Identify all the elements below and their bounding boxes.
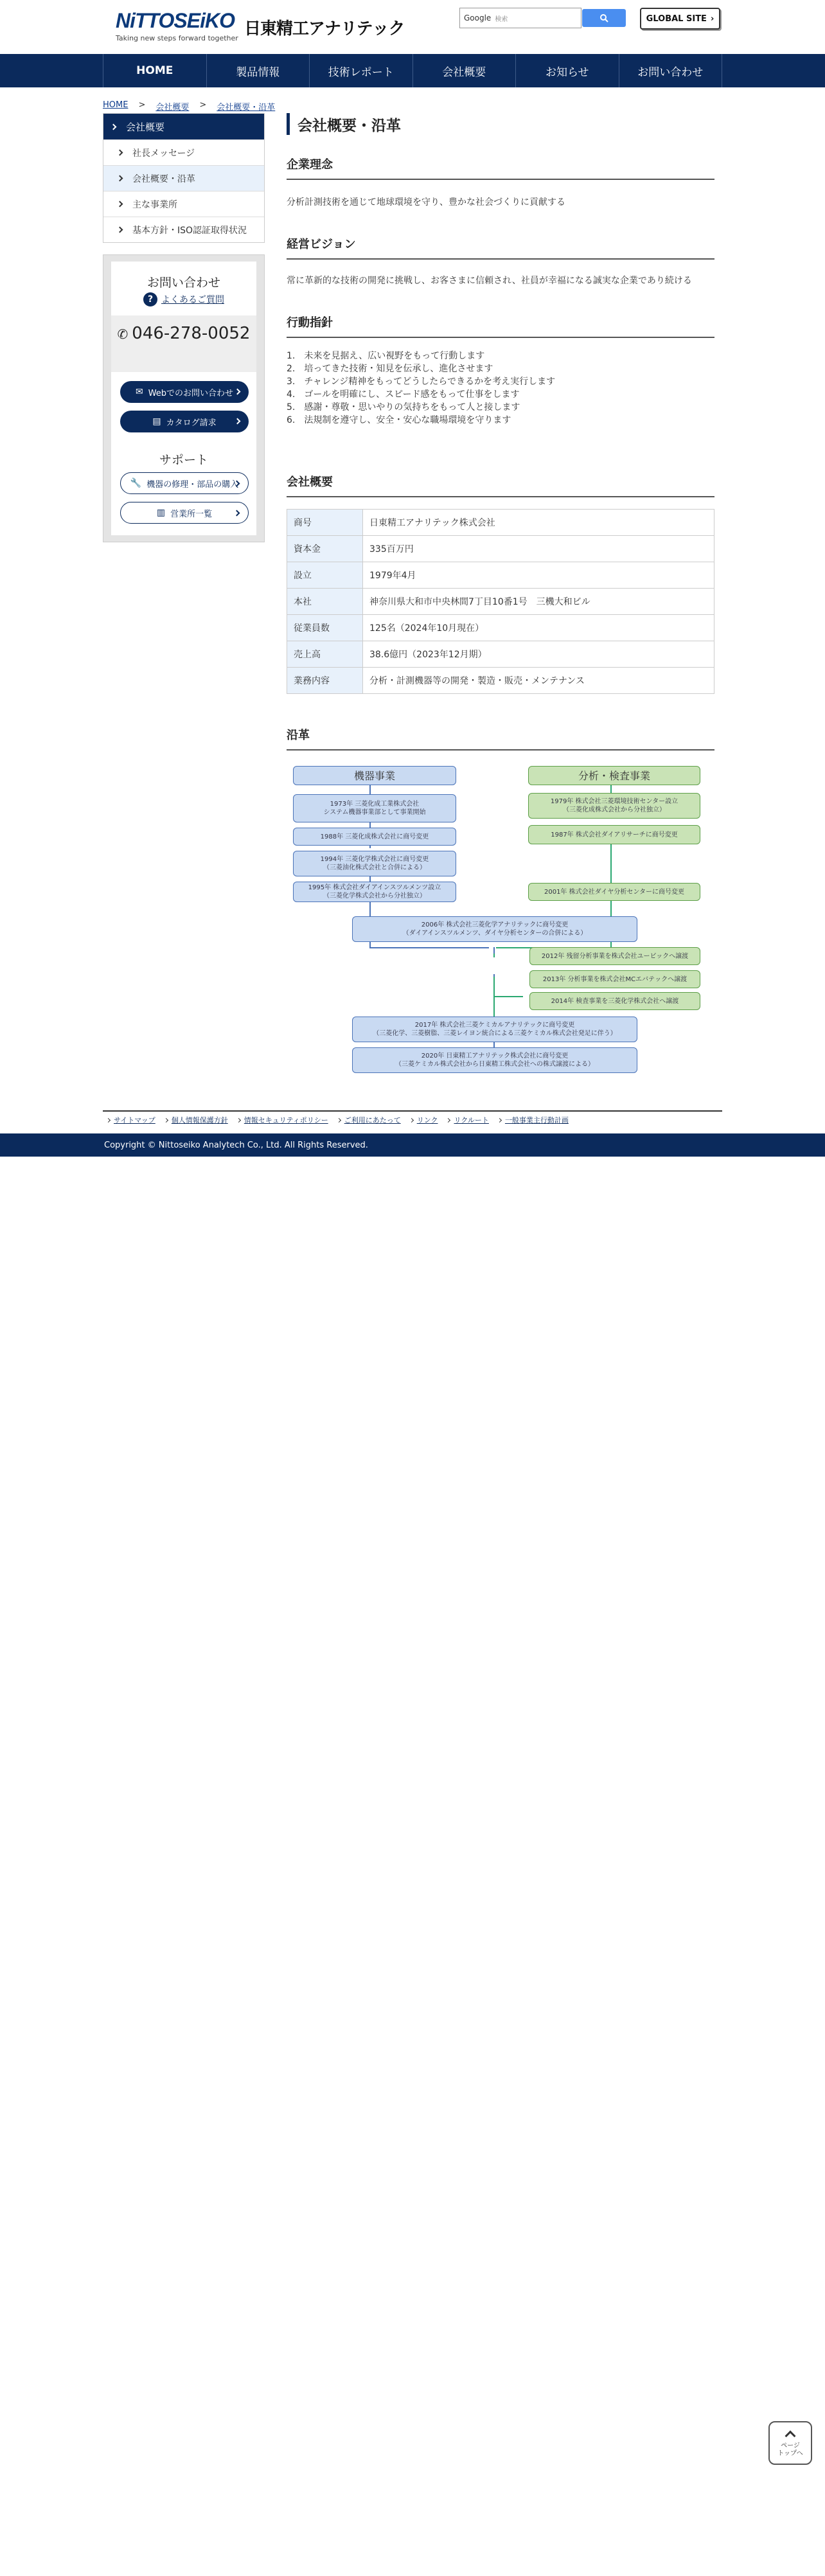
- breadcrumb-separator: >: [199, 100, 207, 110]
- search-input[interactable]: [459, 8, 581, 28]
- history-node: 1988年 三菱化成株式会社に商号変更: [293, 828, 456, 846]
- page-top-button[interactable]: [768, 2421, 812, 2465]
- history-head-analysis: 分析・検査事業: [528, 766, 700, 785]
- sidebar-item-policy-iso[interactable]: [103, 217, 264, 242]
- row-label: 業務内容: [287, 668, 363, 694]
- footer-links: [103, 1110, 722, 1128]
- history-node: 2006年 株式会社三菱化学アナリテックに商号変更 （ダイアインスツルメンツ、ダイヤ分析センターの合併による）: [352, 916, 637, 942]
- company-overview-table: [287, 509, 714, 694]
- table-row: [287, 615, 714, 641]
- copyright: Copyright © Nittoseiko Analytech Co., Ltd. All Rights Reserved.: [0, 1133, 825, 1157]
- catalog-request-button[interactable]: [120, 411, 249, 432]
- sidebar-item-label: 社長メッセージ: [132, 148, 195, 159]
- search-icon: [599, 13, 608, 22]
- history-node: 2017年 株式会社三菱ケミカルアナリテックに商号変更 （三菱化学、三菱樹脂、三菱レイヨン統合による三菱ケミカル株式会社発足に伴う）: [352, 1017, 637, 1042]
- logo-tagline: Taking new steps forward together: [116, 34, 238, 42]
- office-label: 営業所一覧: [170, 509, 213, 519]
- mail-icon: ✉: [135, 387, 143, 397]
- sidebar-item-label: 基本方針・ISO認証取得状況: [132, 225, 247, 236]
- connector-line: [369, 947, 489, 948]
- footer-link-recruit[interactable]: リクルート: [454, 1116, 489, 1124]
- history-node: 1994年 三菱化学株式会社に商号変更 （三菱油化株式会社と合併による）: [293, 851, 456, 876]
- chevron-right-icon: [164, 1117, 168, 1122]
- philosophy-text: 分析計測技術を通じて地球環境を守り、豊かな社会づくりに貢献する: [287, 197, 565, 208]
- chevron-right-icon: [446, 1117, 450, 1122]
- wrench-icon: 🔧: [130, 478, 142, 488]
- guideline-list: [287, 350, 555, 427]
- page-title: 会社概要・沿革: [287, 113, 401, 135]
- search-placeholder: 検索: [495, 15, 508, 23]
- support-title: サポート: [159, 453, 208, 467]
- chevron-right-icon: ›: [710, 13, 714, 24]
- faq-link[interactable]: [111, 292, 256, 306]
- breadcrumb-separator: >: [138, 100, 146, 110]
- global-site-button[interactable]: [640, 8, 720, 30]
- table-row: [287, 668, 714, 694]
- footer-link-terms[interactable]: ご利用にあたって: [344, 1116, 401, 1124]
- sidebar-item-president-message[interactable]: [103, 139, 264, 165]
- row-value: 神奈川県大和市中央林間7丁目10番1号 三機大和ビル: [363, 589, 714, 615]
- sidebar-head-label: 会社概要: [126, 121, 165, 133]
- breadcrumb-company[interactable]: 会社概要: [155, 103, 190, 112]
- history-chart: [289, 763, 713, 1078]
- row-value: 335百万円: [363, 536, 714, 562]
- catalog-label: カタログ請求: [166, 418, 217, 428]
- section-heading-guidelines: 行動指針: [287, 314, 714, 338]
- list-item: 1. 未来を見据え、広い視野をもって行動します: [287, 351, 485, 361]
- footer-link-action-plan[interactable]: 一般事業主行動計画: [504, 1116, 569, 1124]
- section-heading-history: 沿革: [287, 726, 714, 751]
- web-inquiry-button[interactable]: [120, 381, 249, 403]
- table-row: [287, 641, 714, 668]
- nav-products[interactable]: 製品情報: [207, 54, 310, 87]
- chevron-right-icon: [409, 1117, 414, 1122]
- site-header: [0, 0, 825, 54]
- footer-link-links[interactable]: リンク: [416, 1116, 438, 1124]
- repair-parts-button[interactable]: [120, 472, 249, 494]
- row-label: 従業員数: [287, 615, 363, 641]
- chevron-right-icon: [117, 150, 123, 156]
- history-head-equipment: 機器事業: [293, 766, 456, 785]
- sidebar-item-overview-history[interactable]: [103, 165, 264, 191]
- chevron-right-icon: [117, 201, 123, 208]
- nav-company[interactable]: 会社概要: [413, 54, 517, 87]
- row-label: 資本金: [287, 536, 363, 562]
- connector-line: [495, 996, 523, 997]
- contact-panel: [103, 254, 265, 542]
- breadcrumb-home[interactable]: HOME: [103, 100, 129, 110]
- faq-label: よくあるご質問: [161, 295, 224, 305]
- footer-link-sitemap[interactable]: サイトマップ: [114, 1116, 155, 1124]
- table-row: [287, 562, 714, 589]
- footer-link-security[interactable]: 情報セキュリティポリシー: [244, 1116, 328, 1124]
- table-row: [287, 589, 714, 615]
- building-icon: ▥: [156, 508, 166, 518]
- history-node: 2001年 株式会社ダイヤ分析センターに商号変更: [528, 883, 700, 901]
- list-item: 3. チャレンジ精神をもってどうしたらできるかを考え実行します: [287, 377, 556, 387]
- nav-contact[interactable]: お問い合わせ: [619, 54, 723, 87]
- row-label: 商号: [287, 510, 363, 536]
- history-node: 2012年 残留分析事業を株式会社ユービックへ譲渡: [529, 947, 700, 965]
- history-node: 1973年 三菱化成工業株式会社 システム機器事業部として事業開始: [293, 794, 456, 822]
- section-heading-vision: 経営ビジョン: [287, 235, 714, 260]
- section-heading-overview: 会社概要: [287, 473, 714, 497]
- row-label: 本社: [287, 589, 363, 615]
- search-button[interactable]: [582, 9, 626, 27]
- global-site-label: GLOBAL SITE: [646, 13, 707, 24]
- chevron-right-icon: [497, 1117, 502, 1122]
- logo-wordmark: NiTTOSEiKO: [116, 9, 235, 32]
- web-inquiry-label: Webでのお問い合わせ: [148, 388, 234, 398]
- chevron-up-icon: [785, 2431, 796, 2442]
- sidebar-item-label: 主な事業所: [132, 199, 177, 210]
- chevron-right-icon: [337, 1117, 341, 1122]
- google-label: Google: [464, 13, 492, 22]
- nav-home[interactable]: HOME: [103, 54, 207, 87]
- phone-icon: ✆: [117, 326, 129, 342]
- page-top-label: ページ トップへ: [777, 2442, 803, 2457]
- question-icon: ?: [143, 292, 157, 306]
- company-logo[interactable]: [116, 9, 238, 42]
- chevron-right-icon: [117, 175, 123, 182]
- chevron-right-icon: [235, 418, 241, 425]
- sidebar-head[interactable]: [103, 114, 264, 139]
- list-item: 5. 感謝・尊敬・思いやりの気持ちをもって人と接します: [287, 402, 520, 413]
- list-item: 6. 法規制を遵守し、安全・安心な職場環境を守ります: [287, 415, 511, 425]
- phone-number[interactable]: [111, 322, 256, 346]
- chevron-right-icon: [235, 389, 241, 395]
- chevron-right-icon: [236, 1117, 241, 1122]
- sidebar-item-label: 会社概要・沿革: [132, 173, 195, 184]
- history-node: 2014年 検査事業を三菱化学株式会社へ譲渡: [529, 992, 700, 1010]
- history-node: 1979年 株式会社三菱環境技術センター設立 （三菱化成株式会社から分社独立）: [528, 793, 700, 819]
- row-value: 分析・計測機器等の開発・製造・販売・メンテナンス: [363, 668, 714, 694]
- nav-news[interactable]: お知らせ: [516, 54, 619, 87]
- logo-japanese: 日東精工アナリテック: [244, 19, 405, 39]
- history-node: 1987年 株式会社ダイアリサーチに商号変更: [528, 825, 700, 844]
- table-row: [287, 510, 714, 536]
- footer-link-privacy[interactable]: 個人情報保護方針: [171, 1116, 228, 1124]
- vision-text: 常に革新的な技術の開発に挑戦し、お客さまに信頼され、社員が幸福になる誠実な企業であり続ける: [287, 276, 692, 286]
- sidebar-menu: [103, 113, 265, 243]
- global-nav: [0, 54, 825, 87]
- section-heading-philosophy: 企業理念: [287, 155, 714, 180]
- chevron-right-icon: [117, 227, 123, 233]
- row-value: 1979年4月: [363, 562, 714, 589]
- phone-number-text: 046-278-0052: [132, 324, 251, 343]
- book-icon: ▤: [152, 416, 161, 427]
- connector-line: [493, 954, 495, 957]
- history-node: 2013年 分析事業を株式会社MCエバテックへ譲渡: [529, 970, 700, 988]
- breadcrumb-current[interactable]: 会社概要・沿革: [217, 103, 276, 112]
- row-label: 売上高: [287, 641, 363, 668]
- chevron-right-icon: [111, 123, 117, 130]
- contact-title: お問い合わせ: [146, 276, 220, 290]
- nav-tech-report[interactable]: 技術レポート: [310, 54, 413, 87]
- row-value: 38.6億円（2023年12月期）: [363, 641, 714, 668]
- office-list-button[interactable]: [120, 502, 249, 524]
- row-value: 日東精工アナリテック株式会社: [363, 510, 714, 536]
- breadcrumb: [103, 100, 275, 112]
- chevron-right-icon: [234, 510, 240, 517]
- chevron-right-icon: [106, 1117, 111, 1122]
- list-item: 4. ゴールを明確にし、スピード感をもって仕事をします: [287, 389, 520, 400]
- row-label: 設立: [287, 562, 363, 589]
- row-value: 125名（2024年10月現在）: [363, 615, 714, 641]
- repair-label: 機器の修理・部品の購入: [146, 479, 239, 490]
- list-item: 2. 培ってきた技術・知見を伝承し、進化させます: [287, 364, 493, 374]
- table-row: [287, 536, 714, 562]
- sidebar-item-offices[interactable]: [103, 191, 264, 217]
- history-node: 1995年 株式会社ダイアインスツルメンツ設立 （三菱化学株式会社から分社独立）: [293, 882, 456, 902]
- history-node: 2020年 日東精工アナリテック株式会社に商号変更 （三菱ケミカル株式会社から日東精工株式会社への株式譲渡による）: [352, 1047, 637, 1073]
